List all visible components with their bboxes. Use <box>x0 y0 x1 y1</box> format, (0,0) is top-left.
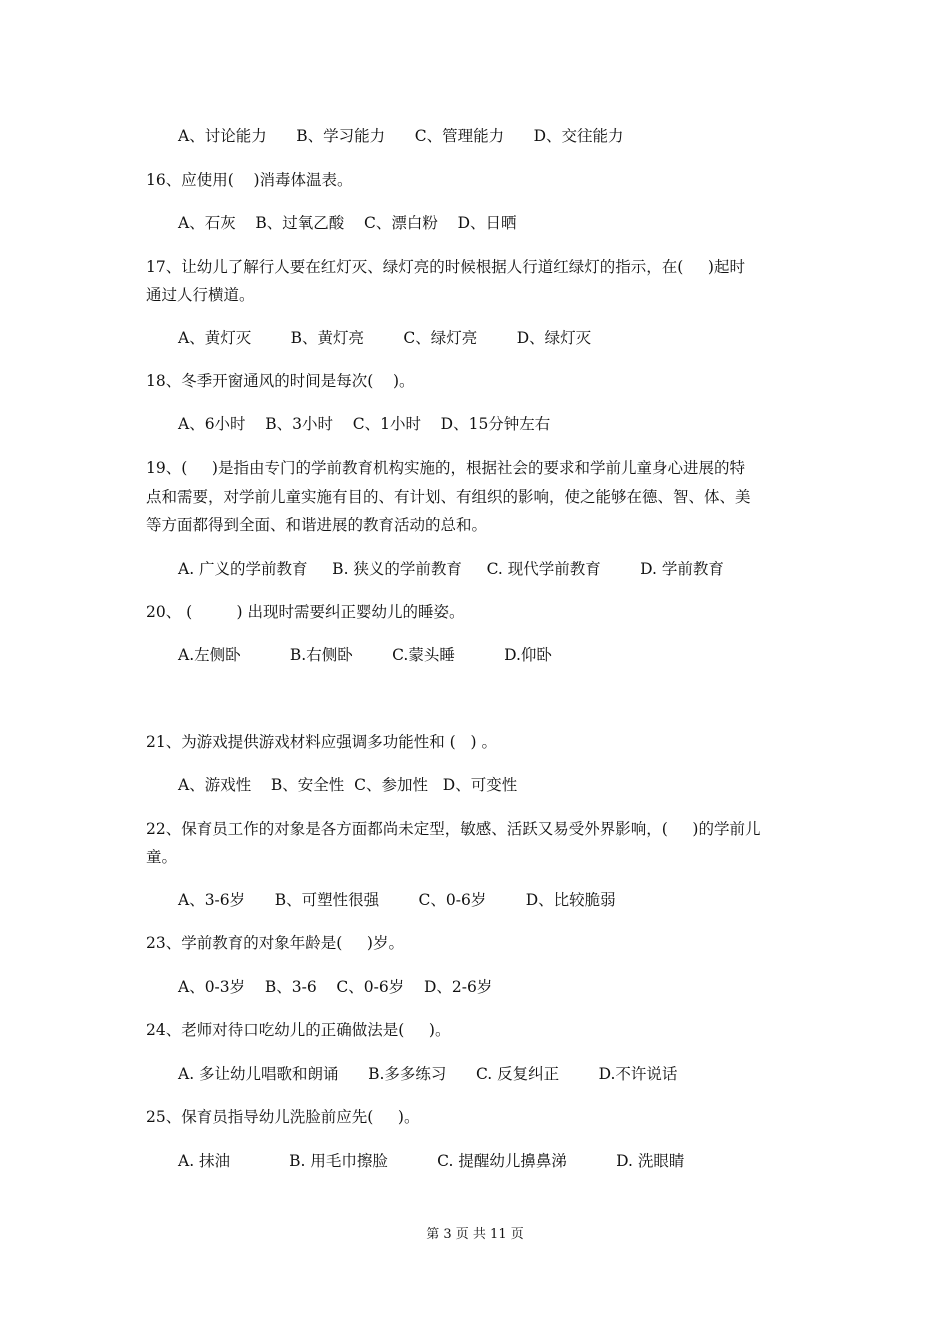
q21-options: A、游戏性 B、安全性 C、参加性 D、可变性 <box>178 776 518 794</box>
page-footer: 第 3 页 共 11 页 <box>426 1227 524 1242</box>
q20-options: A.左侧卧 B.右侧卧 C.蒙头睡 D.仰卧 <box>178 646 552 664</box>
q16-options: A、石灰 B、过氧乙酸 C、漂白粉 D、日晒 <box>178 214 517 232</box>
q19-stem-line1: 19、( )是指由专门的学前教育机构实施的，根据社会的要求和学前儿童身心进展的特 <box>146 459 745 477</box>
q19-stem-line2: 点和需要，对学前儿童实施有目的、有计划、有组织的影响，使之能够在德、智、体、美 <box>146 488 751 506</box>
q23-stem: 23、学前教育的对象年龄是( )岁。 <box>146 934 404 952</box>
q17-stem-line1: 17、让幼儿了解行人要在红灯灭、绿灯亮的时候根据人行道红绿灯的指示，在( )起时 <box>146 258 745 276</box>
q25-stem: 25、保育员指导幼儿洗脸前应先( )。 <box>146 1108 420 1126</box>
q20-stem: 20、 ( ) 出现时需要纠正婴幼儿的睡姿。 <box>146 603 465 621</box>
q19-stem-line3: 等方面都得到全面、和谐进展的教育活动的总和。 <box>146 516 488 534</box>
q22-options: A、3-6岁 B、可塑性很强 C、0-6岁 D、比较脆弱 <box>178 891 616 909</box>
q15-options: A、讨论能力 B、学习能力 C、管理能力 D、交往能力 <box>178 127 624 145</box>
q19-options: A. 广义的学前教育 B. 狭义的学前教育 C. 现代学前教育 D. 学前教育 <box>178 560 724 578</box>
q18-options: A、6小时 B、3小时 C、1小时 D、15分钟左右 <box>178 415 551 433</box>
q16-stem: 16、应使用( )消毒体温表。 <box>146 171 353 189</box>
q23-options: A、0-3岁 B、3-6 C、0-6岁 D、2-6岁 <box>178 978 493 996</box>
q22-stem-line2: 童。 <box>146 848 178 866</box>
q24-stem: 24、老师对待口吃幼儿的正确做法是( )。 <box>146 1021 451 1039</box>
q18-stem: 18、冬季开窗通风的时间是每次( )。 <box>146 372 415 390</box>
q22-stem-line1: 22、保育员工作的对象是各方面都尚未定型，敏感、活跃又易受外界影响，( )的学前儿 <box>146 820 761 838</box>
q24-options: A. 多让幼儿唱歌和朗诵 B.多多练习 C. 反复纠正 D.不许说话 <box>178 1065 678 1083</box>
q17-options: A、黄灯灭 B、黄灯亮 C、绿灯亮 D、绿灯灭 <box>178 329 592 347</box>
q25-options: A. 抹油 B. 用毛巾擦脸 C. 提醒幼儿擤鼻涕 D. 洗眼睛 <box>178 1152 685 1170</box>
q21-stem: 21、为游戏提供游戏材料应强调多功能性和 ( ) 。 <box>146 733 497 751</box>
q17-stem-line2: 通过人行横道。 <box>146 286 255 304</box>
